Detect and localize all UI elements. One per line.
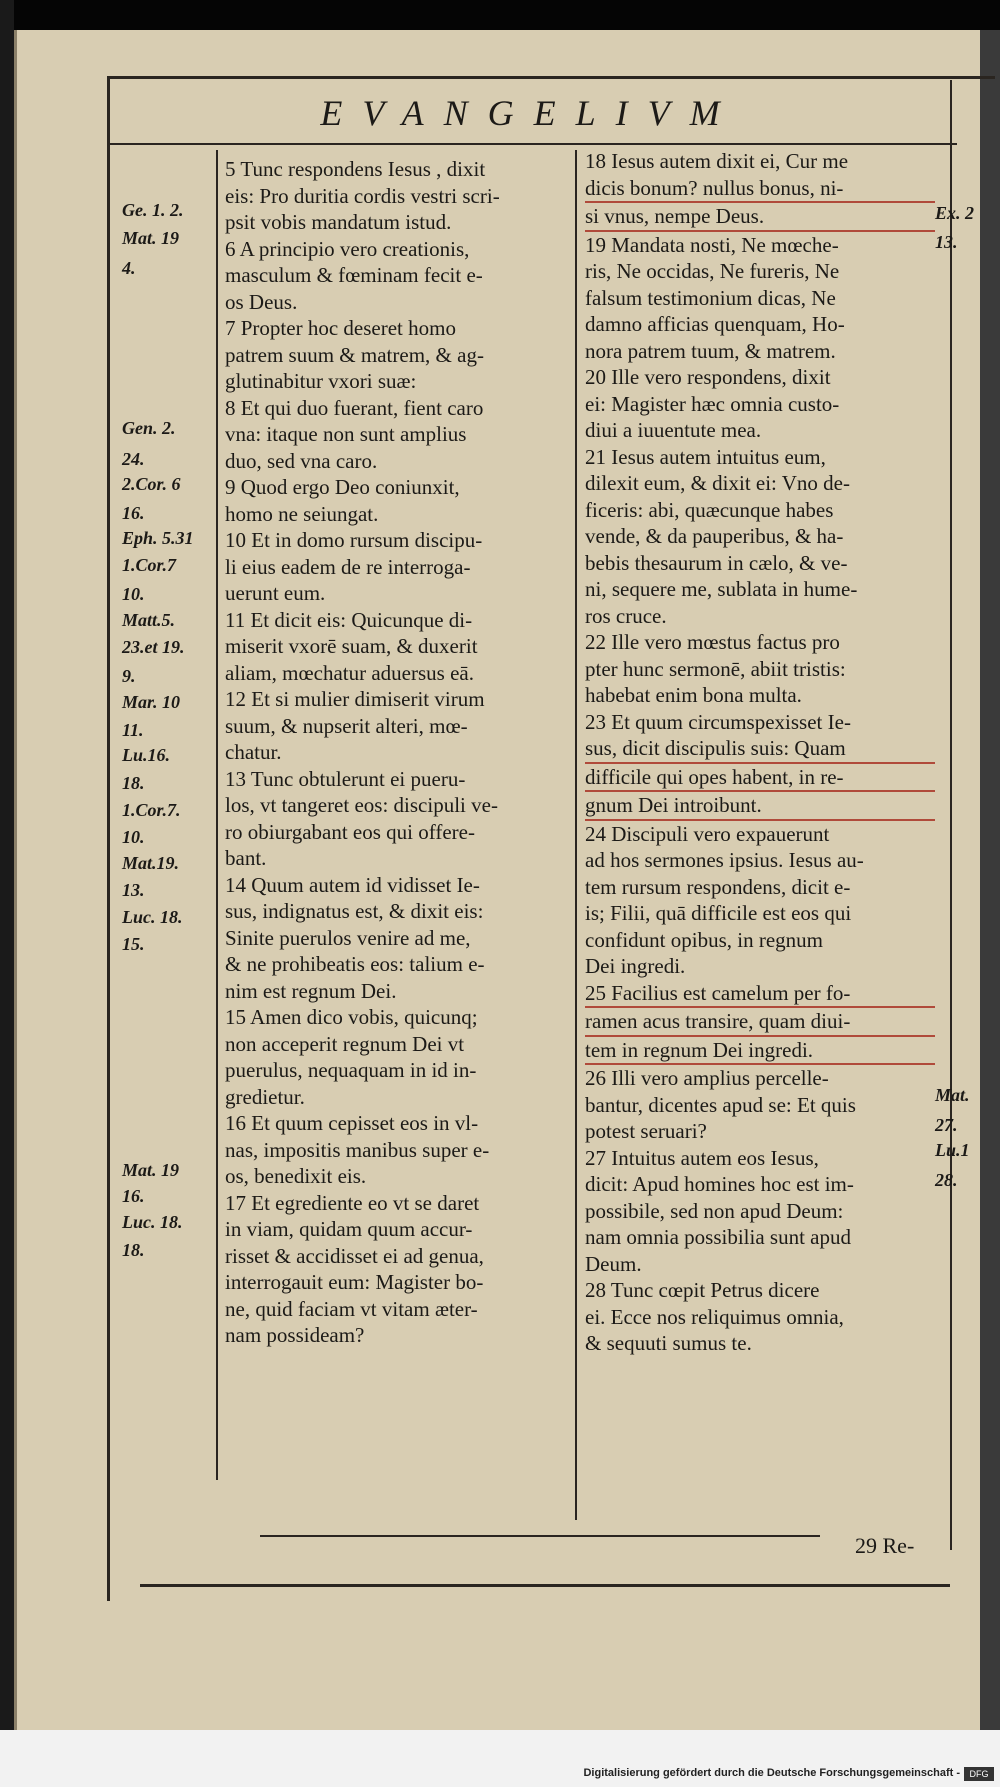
text-line: 24 Discipuli vero expauerunt (585, 821, 830, 846)
text-line: dicit: Apud homines hoc est im- (585, 1172, 854, 1196)
text-line: 13 Tunc obtulerunt ei pueru- (225, 766, 466, 791)
text-line: 14 Quum autem id vidisset Ie- (225, 872, 480, 897)
margin-reference: 13. (935, 232, 958, 252)
margin-reference: 1.Cor.7 (122, 555, 177, 575)
text-line: confidunt opibus, in regnum (585, 927, 823, 952)
text-line: 7 Propter hoc deseret homo (225, 316, 456, 340)
margin-reference: Mat. 19 (122, 1160, 180, 1180)
text-line: miserit vxorē suam, & duxerit (225, 634, 478, 658)
text-line: gnum Dei introibunt. (585, 792, 935, 821)
margin-reference: 4. (122, 258, 136, 278)
right-frame-rule (950, 80, 952, 1550)
text-line: 17 Et egrediente eo vt se daret (225, 1190, 480, 1215)
text-line: potest seruari? (585, 1119, 707, 1143)
text-line: dilexit eum, & dixit ei: Vno de- (585, 471, 850, 495)
text-line: damno afficias quenquam, Ho- (585, 312, 845, 336)
margin-reference: 28. (935, 1170, 958, 1190)
text-line: homo ne seiungat. (225, 501, 379, 526)
margin-reference: 1.Cor.7. (122, 800, 181, 820)
text-line: 15 Amen dico vobis, quicunq; (225, 1005, 478, 1029)
text-line: 20 Ille vero respondens, dixit (585, 365, 831, 389)
margin-reference: Mat. 19 (122, 228, 180, 248)
margin-reference: 18. (122, 1240, 145, 1260)
text-line: eis: Pro duritia cordis vestri scri- (225, 183, 500, 208)
digitization-credit: Digitalisierung gefördert durch die Deutsche Forschungsgemeinschaft - (583, 1767, 960, 1779)
margin-reference: Ex. 2 (935, 203, 975, 223)
text-line: sus, dicit discipulis suis: Quam (585, 735, 935, 764)
text-line: difficile qui opes habent, in re- (585, 764, 935, 793)
top-rule (107, 76, 995, 79)
text-line: ad hos sermones ipsius. Iesus au- (585, 848, 864, 872)
right-text-column (585, 148, 935, 1357)
scan-right-edge (980, 30, 1000, 1730)
text-line: Deum. (585, 1251, 642, 1276)
text-line: ris, Ne occidas, Ne fureris, Ne (585, 259, 840, 283)
text-line: aliam, mœchatur aduersus eā. (225, 660, 474, 685)
margin-reference: 10. (122, 827, 145, 847)
text-line: masculum & fœminam fecit e- (225, 263, 483, 287)
column-divider-center (575, 150, 577, 1520)
text-line: nim est regnum Dei. (225, 978, 397, 1003)
text-line: 27 Intuitus autem eos Iesus, (585, 1145, 819, 1170)
margin-reference: Luc. 18. (122, 1212, 183, 1232)
text-line: ne, quid faciam vt vitam æter- (225, 1296, 478, 1321)
text-line: vende, & da pauperibus, & ha- (585, 524, 844, 548)
text-line: falsum testimonium dicas, Ne (585, 285, 836, 310)
margin-reference: 18. (122, 773, 145, 793)
scan-top-edge (14, 0, 1000, 30)
margin-reference: Eph. 5.31 (122, 528, 194, 548)
text-line: risset & accidisset ei ad genua, (225, 1243, 484, 1268)
margin-reference: 27. (935, 1115, 958, 1135)
text-line: is; Filii, quā difficile est eos qui (585, 901, 852, 925)
text-line: uerunt eum. (225, 581, 326, 605)
text-line: tem in regnum Dei ingredi. (585, 1037, 935, 1066)
text-line: bant. (225, 846, 267, 870)
text-line: ros cruce. (585, 603, 667, 628)
page-title: EVANGELIVM (320, 93, 740, 133)
text-line: nas, impositis manibus super e- (225, 1137, 490, 1162)
text-line: 11 Et dicit eis: Quicunque di- (225, 607, 473, 632)
header-rule (107, 143, 957, 145)
text-line: 6 A principio vero creationis, (225, 236, 470, 261)
text-line: non acceperit regnum Dei vt (225, 1031, 465, 1056)
left-frame-rule (107, 76, 110, 1601)
text-line: nam possideam? (225, 1323, 365, 1347)
text-line: bebis thesaurum in cælo, & ve- (585, 550, 848, 575)
text-line: gredietur. (225, 1084, 305, 1109)
margin-reference: Mar. 10 (122, 692, 181, 712)
dfg-logo: DFG (964, 1767, 994, 1781)
text-line: patrem suum & matrem, & ag- (225, 342, 484, 367)
text-line: sus, indignatus est, & dixit eis: (225, 899, 484, 923)
text-line: nora patrem tuum, & matrem. (585, 338, 836, 363)
text-line: 28 Tunc cœpit Petrus dicere (585, 1278, 820, 1302)
margin-reference: 10. (122, 584, 145, 604)
text-line: ei: Magister hæc omnia custo- (585, 391, 840, 416)
text-line: & ne prohibeatis eos: talium e- (225, 952, 485, 976)
text-line: los, vt tangeret eos: discipuli ve- (225, 793, 498, 817)
text-line: 9 Quod ergo Deo coniunxit, (225, 475, 460, 499)
text-line: Dei ingredi. (585, 954, 686, 978)
text-line: nam omnia possibilia sunt apud (585, 1225, 851, 1249)
text-line: bantur, dicentes apud se: Et quis (585, 1092, 856, 1117)
left-text-column (225, 156, 570, 1349)
margin-reference: 23.et 19. (122, 637, 185, 657)
text-line: psit vobis mandatum istud. (225, 210, 452, 234)
text-line: glutinabitur vxori suæ: (225, 369, 417, 393)
column-divider-left (216, 150, 218, 1480)
text-line: os Deus. (225, 289, 298, 314)
margin-reference: 9. (122, 666, 136, 686)
text-line: ni, sequere me, sublata in hume- (585, 577, 858, 601)
margin-reference: Matt.5. (122, 610, 176, 630)
text-line: 12 Et si mulier dimiserit virum (225, 687, 485, 711)
margin-reference: Gen. 2. (122, 418, 176, 438)
text-line: 22 Ille vero mœstus factus pro (585, 630, 840, 654)
text-line: os, benedixit eis. (225, 1164, 367, 1188)
text-line: 5 Tunc respondens Iesus , dixit (225, 157, 486, 181)
bottom-rule-inner (260, 1535, 820, 1537)
margin-reference: Ge. 1. 2. (122, 200, 184, 220)
text-line: 25 Facilius est camelum per fo- (585, 980, 935, 1009)
text-line: li eius eadem de re interroga- (225, 554, 471, 579)
text-line: 23 Et quum circumspexisset Ie- (585, 709, 851, 734)
text-line: 18 Iesus autem dixit ei, Cur me (585, 149, 849, 173)
footer-band (0, 1730, 1000, 1787)
text-line: ramen acus transire, quam diui- (585, 1008, 935, 1037)
margin-reference: Lu.1 (935, 1140, 970, 1160)
text-line: puerulus, nequaquam in id in- (225, 1058, 477, 1082)
text-line: & sequuti sumus te. (585, 1331, 752, 1355)
text-line: ei. Ecce nos reliquimus omnia, (585, 1304, 844, 1329)
text-line: tem rursum respondens, dicit e- (585, 874, 851, 899)
text-line: Sinite puerulos venire ad me, (225, 925, 471, 950)
text-line: 21 Iesus autem intuitus eum, (585, 444, 826, 469)
margin-reference: Mat.19. (122, 853, 180, 873)
text-line: 26 Illi vero amplius percelle- (585, 1066, 829, 1090)
text-line: interrogauit eum: Magister bo- (225, 1270, 484, 1294)
text-line: ficeris: abi, quæcunque habes (585, 497, 834, 522)
bottom-rule (140, 1584, 950, 1587)
catchword: 29 Re- (855, 1533, 915, 1558)
text-line: 8 Et qui duo fuerant, fient caro (225, 395, 484, 420)
text-line: diui a iuuentute mea. (585, 418, 762, 442)
margin-reference: 13. (122, 880, 145, 900)
text-line: vna: itaque non sunt amplius (225, 422, 467, 446)
margin-reference: Mat. (935, 1085, 970, 1105)
text-line: possibile, sed non apud Deum: (585, 1198, 844, 1223)
text-line: suum, & nupserit alteri, mœ- (225, 713, 468, 738)
text-line: habebat enim bona multa. (585, 683, 802, 707)
text-line: 19 Mandata nosti, Ne mœche- (585, 232, 839, 257)
margin-reference: 15. (122, 934, 145, 954)
margin-reference: 11. (122, 720, 144, 740)
margin-reference: Luc. 18. (122, 907, 183, 927)
text-line: chatur. (225, 740, 282, 764)
text-line: pter hunc sermonē, abiit tristis: (585, 656, 846, 681)
text-line: duo, sed vna caro. (225, 448, 378, 473)
text-line: ro obiurgabant eos qui offere- (225, 819, 475, 844)
margin-reference: 24. (122, 449, 145, 469)
text-line: 16 Et quum cepisset eos in vl- (225, 1111, 479, 1135)
margin-reference: Lu.16. (122, 745, 171, 765)
text-line: dicis bonum? nullus bonus, ni- (585, 175, 935, 204)
text-line: 10 Et in domo rursum discipu- (225, 528, 483, 552)
margin-reference: 16. (122, 1186, 145, 1206)
text-line: si vnus, nempe Deus. (585, 203, 935, 232)
margin-reference: 2.Cor. 6 (122, 474, 181, 494)
margin-reference: 16. (122, 503, 145, 523)
text-line: in viam, quidam quum accur- (225, 1217, 473, 1241)
